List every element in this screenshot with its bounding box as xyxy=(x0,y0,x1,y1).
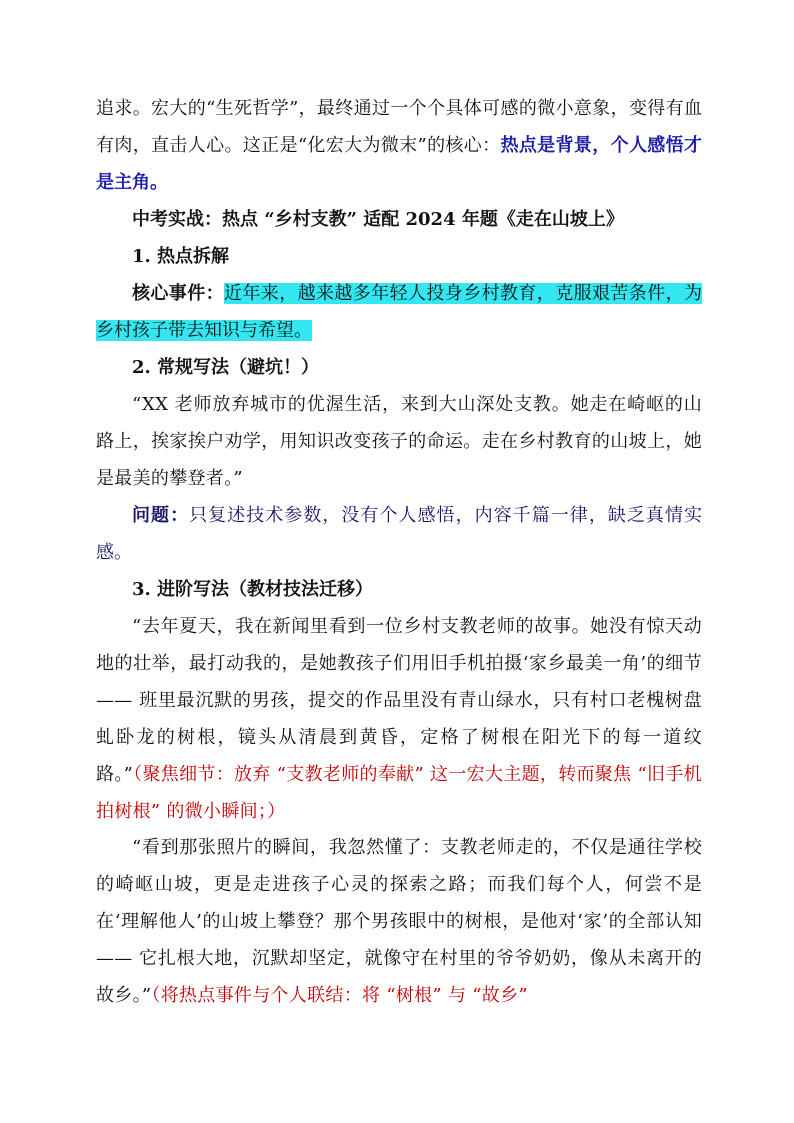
core-event-text: 近年来，越来越多年轻人投身乡村教育，克服艰苦条件，为乡村孩子带去知识与希望。 xyxy=(96,283,702,341)
intro-line-3: 人感悟才是主角。 xyxy=(96,135,703,193)
heading-hotspot-breakdown: 1. 热点拆解 xyxy=(132,246,230,267)
intro-paragraph xyxy=(96,90,702,201)
advanced-example-1-text: “去年夏天，我在新闻里看到一位乡村支教老师的故事。她没有惊天动地的壮举，最打动我的，是她教孩子们用旧手机拍摄‘家乡最美一角’的细节 —— 班里最沉默的男孩，提交的作品里没有青山绿水，只有村口老槐树盘虬卧龙的树根，镜头从清晨到黄昏，定格了树根在阳光下的每一道纹路。” xyxy=(96,616,702,785)
intro-line-2: 有血有肉，直击人心。这正是“化宏大为微末”的核心： xyxy=(96,98,703,156)
problem-text: 只复述技术参数，没有个人感悟，内容千篇一律，缺乏真情实感。 xyxy=(96,505,703,563)
advanced-example-1-note: （聚焦细节：放弃 “支教老师的奉献” 这一宏大主题，转而聚焦 “旧手机拍树根” 的微小瞬间；） xyxy=(96,764,702,822)
problem-paragraph xyxy=(96,497,702,571)
regular-example-quote: “XX 老师放弃城市的优渥生活，来到大山深处支教。她走在崎岖的山路上，挨家挨户劝学，用知识改变孩子的命运。走在乡村教育的山坡上，她是最美的攀登者。” xyxy=(96,394,702,489)
advanced-example-1 xyxy=(96,608,702,830)
intro-emphasis: 热点是背景，个 xyxy=(500,135,629,156)
advanced-example-2-text: “看到那张照片的瞬间，我忽然懂了：支教老师走的，不仅是通往学校的崎岖山坡，更是走进孩子心灵的探索之路；而我们每个人，何尝不是在‘理解他人’的山坡上攀登？那个男孩眼中的树根，是他对‘家’的全部认知 —— 它扎根大地，沉默却坚定，就像守在村里的爷爷奶奶，像从未离开的故乡。” xyxy=(96,837,702,1006)
heading-regular-writing: 2. 常规写法（避坑！） xyxy=(132,357,320,378)
advanced-example-2-note: （将热点事件与个人联结：将 “树根” 与 “故乡” xyxy=(151,985,528,1006)
advanced-example-2 xyxy=(96,829,702,1014)
core-event-paragraph xyxy=(96,275,702,349)
core-event-label: 核心事件： xyxy=(132,283,224,304)
problem-label: 问题： xyxy=(132,505,190,526)
intro-line-1: 追求。宏大的“生死哲学”，最终通过一个个具体可感的微小意象，变得 xyxy=(96,98,666,119)
heading-advanced-writing: 3. 进阶写法（教材技法迁移） xyxy=(132,579,374,600)
section-title: 中考实战：热点 “乡村支教” 适配 2024 年题《走在山坡上》 xyxy=(132,209,624,230)
